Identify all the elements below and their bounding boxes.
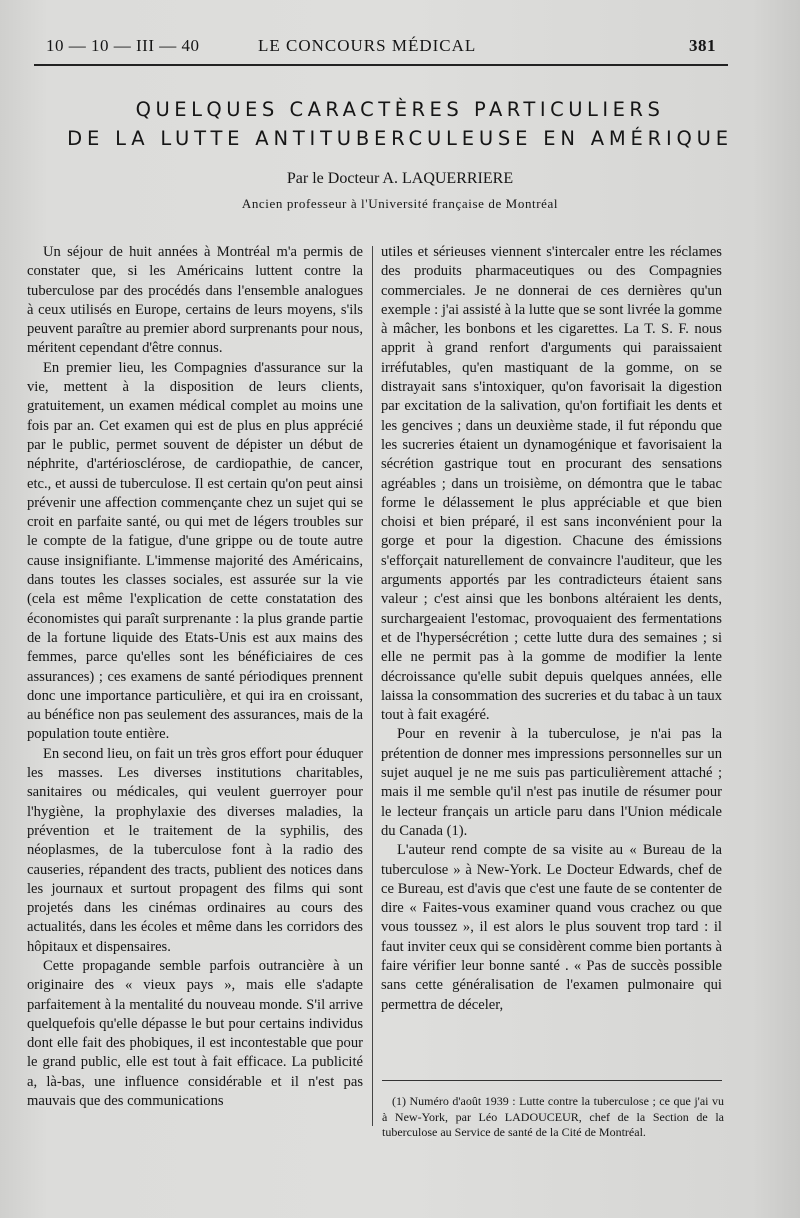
column-divider [372, 246, 373, 1126]
paragraph: utiles et sérieuses viennent s'intercaler entre les réclames des produits pharmaceutiques ou des Compagnies commerciales. Je ne donnerai de ces dernières qu'un exemple : j'ai assisté à la lutte que se sont livrée la gomme à mâcher, les bonbons et les cigarettes. La T. S. F. nous apprit à grand renfort d'arguments qui paraissaient irréfutables, qu'en mastiquant de la gomme, on se distrayait sans s'intoxiquer, qu'on favorisait la digestion par excitation de la salivation, qu'on fortifiait les dents et les gencives ; dans un deuxième stade, il fut répondu que les sucreries étaient un dynamogénique et favorisaient la sécrétion gastrique tout en procurant des sensations agréables ; dans un troisième, on démontra que le tabac forme le délassement le plus appréciable et que bien choisi et bien préparé, il est sans inconvénient pour la gorge et pour la digestion. Chacune des émissions s'efforçait naturellement de convaincre l'auditeur, que les arguments apportés par les contradicteurs étaient sans valeur ; c'est ainsi que les bonbons altéraient les dents, surchargeaient l'estomac, provoquaient des fermentations et de l'hypersécrétion ; cette lutte dura des semaines ; si elle ne permit pas à la gomme de modifier la lente décroissance qu'elle subit depuis quelques années, elle laissa la consommation des sucreries et du tabac à un taux tout à fait exagéré. [381, 244, 722, 724]
footnote-rule [382, 1080, 722, 1081]
left-column [27, 243, 363, 1111]
article-title-line-1: QUELQUES CARACTÈRES PARTICULIERS [135, 98, 665, 121]
paragraph: Pour en revenir à la tuberculose, je n'ai pas la prétention de donner mes impressions personnelles sur un sujet auquel je ne me suis pas particulièrement attaché ; mais il me semble qu'il n'est pas inutile de résumer pour le lecteur français un article paru dans l'Union médicale du Canada (1). [381, 726, 722, 839]
article-title-line-2: DE LA LUTTE ANTITUBERCULEUSE EN AMÉRIQUE [67, 127, 733, 150]
paragraph: Un séjour de huit années à Montréal m'a permis de constater que, si les Américains luttent contre la tuberculose par des procédés dans l'ensemble analogues à ceux utilisés en Europe, certains de leurs moyens, s'ils peuvent paraître au premier abord surprenants pour nous, méritent cependant d'être connus. [27, 244, 363, 357]
author-affiliation: Ancien professeur à l'Université française de Montréal [241, 196, 559, 211]
paragraph: L'auteur rend compte de sa visite au « Bureau de la tuberculose » à New-York. Le Docteur Edwards, chef de ce Bureau, est d'avis que c'est une faute de se contenter de dire « Faites-vous examiner quand vous crachez ou que vous toussez », il est alors le plus souvent trop tard : il faut inviter ceux qui se considèrent comme bien portants à faire vérifier leur bonne santé . « Pas de succès possible sans cette généralisation de l'examen pulmonaire qui permettra de déceler, [381, 842, 722, 1013]
right-column [381, 243, 722, 1015]
header-rule [34, 64, 728, 66]
paragraph: En second lieu, on fait un très gros effort pour éduquer les masses. Les diverses institutions charitables, sanitaires ou médicales, qui veulent guerroyer pour l'hygiène, la prophylaxie des diverses maladies, la prévention et le traitement de la syphilis, des néoplasmes, de la tuberculose font à la radio des causeries, répandent des tracts, publient des notices dans les journaux et surtout propagent des films qui sont projetés dans les cinémas ordinaires au cours des actualités, dans les écoles et même dans les corridors des hôpitaux et dispensaires. [27, 745, 363, 955]
paragraph: En premier lieu, les Compagnies d'assurance sur la vie, mettent à la disposition de leurs clients, gratuitement, un examen médical complet au moins une fois par an. Cet examen qui est de plus en plus apprécié par le public, permet souvent de dépister un début de néphrite, d'artériosclérose, de cardiopathie, de cancer, etc., et aussi de tuberculose. Il est certain qu'on peut ainsi prévenir une affection commençante chez un sujet qui se croit en parfaite santé, ou qui met de légers troubles sur le compte de la fatigue, d'une grippe ou de toute autre cause insignifiante. L'immense majorité des Américains, dans toutes les classes sociales, est assurée sur la vie (cela est même l'explication de cette constatation des économistes qui paraît surprenante : la plus grande partie de la fortune liquide des Etats-Unis est aux mains des femmes, parce qu'elles sont les bénéficiaires de ces assurances) ; ces examens de santé périodiques prennent donc une importance particulière, et qui ira en croissant, au bénéfice non pas seulement des assurances, mais de la population toute entière. [27, 359, 363, 743]
page-number: 381 [689, 36, 716, 55]
footnote-text: (1) Numéro d'août 1939 : Lutte contre la tuberculose ; ce que j'ai vu à New-York, par Léo LADOUCEUR, chef de la Section de la tuberculose au Service de santé de la Cité de Montréal. [382, 1094, 724, 1139]
running-header [46, 36, 716, 60]
paragraph: Cette propagande semble parfois outrancière à un originaire des « vieux pays », mais elle s'adapte parfaitement à la mentalité du nouveau monde. S'il arrive quelquefois qu'elle dépasse le but pour certains individus dont elle fait des phobiques, il est incontestable que pour le grand public, elle est tout à fait efficace. La publicité a, là-bas, une influence considérable et il n'est pas mauvais que des communications [27, 957, 363, 1110]
author-byline: Par le Docteur A. LAQUERRIERE [286, 170, 514, 187]
footnote [382, 1094, 724, 1141]
issue-date: 10 — 10 — III — 40 [46, 36, 200, 55]
journal-title: LE CONCOURS MÉDICAL [258, 36, 477, 55]
